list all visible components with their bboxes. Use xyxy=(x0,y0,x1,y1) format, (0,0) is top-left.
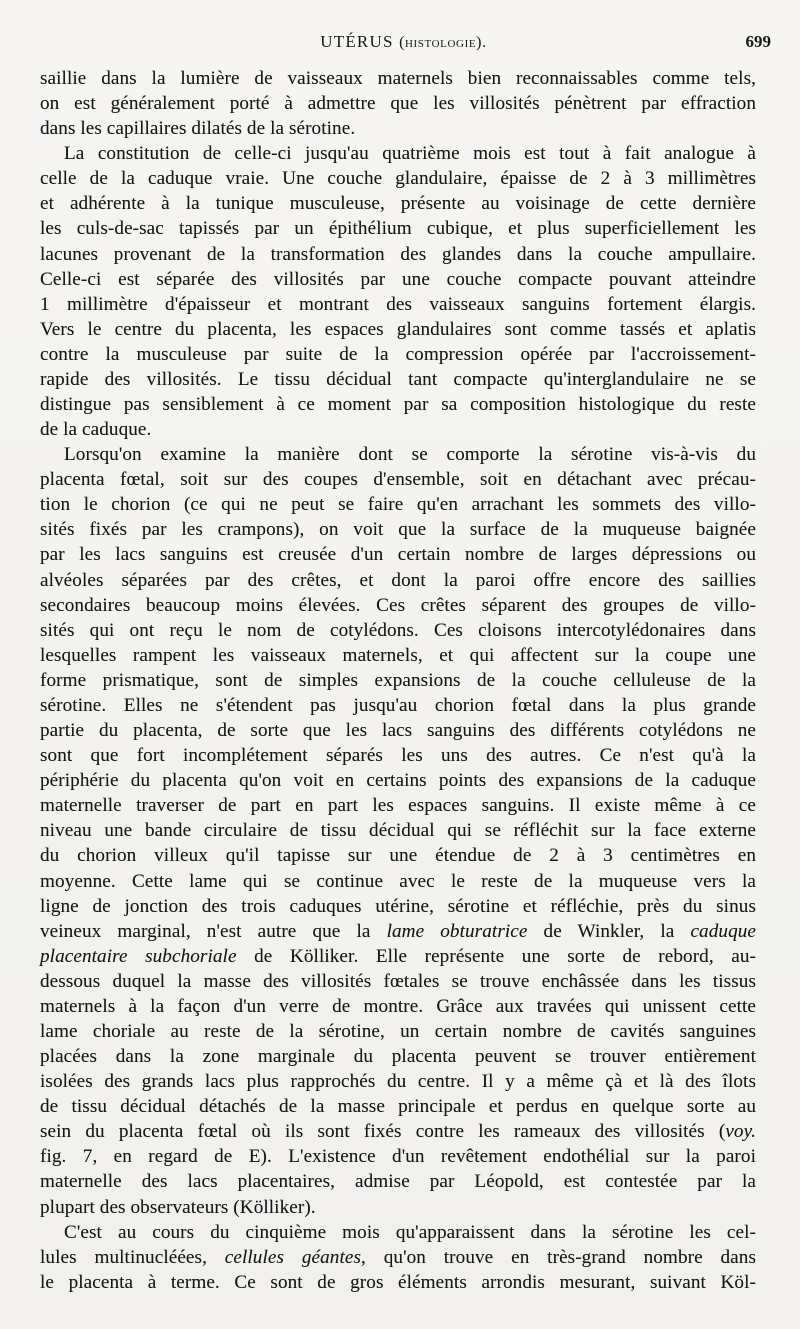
text-line: 1 millimètre d'épaisseur et montrant des vaisseaux sanguins fortement élargis. xyxy=(40,293,756,315)
text-line: moyenne. Cette lame qui se continue avec le reste de la muqueuse vers la xyxy=(40,870,756,892)
text-line: La constitution de celle-ci jusqu'au quatrième mois est tout à fait analogue à xyxy=(64,143,756,165)
text-line: le placenta à terme. Ce sont de gros éléments arrondis mesurant, suivant Köl- xyxy=(40,1271,756,1293)
text-line: Vers le centre du placenta, les espaces glandulaires sont comme tassés et aplatis xyxy=(40,318,756,340)
page-header xyxy=(36,32,771,60)
text-line: lesquelles rampent les vaisseaux maternels, et qui affectent sur la coupe une xyxy=(40,644,756,666)
text-line: distingue pas sensiblement à ce moment par sa composition histologique du reste xyxy=(40,394,756,416)
text-line: maternelle traverser de part en part les espaces sanguins. Il existe même à ce xyxy=(40,795,756,817)
text-line: plupart des observateurs (Kölliker). xyxy=(40,1196,316,1218)
text-line: périphérie du placenta qu'on voit en certains points des expansions de la caduque xyxy=(40,770,756,792)
text-line: dessous duquel la masse des villosités fœtales se trouve enchâssée dans les tissus xyxy=(40,970,756,992)
text-line: contre la musculeuse par suite de la compression opérée par l'accroissement- xyxy=(40,343,756,365)
running-title-main: UTÉRUS xyxy=(320,32,394,51)
text-line: sein du placenta fœtal où ils sont fixés contre les rameaux des villosités (voy. xyxy=(40,1121,756,1143)
text-line: sont que fort incomplétement séparés les uns des autres. Ce n'est qu'à la xyxy=(40,745,756,767)
text-line: placentaire subchoriale de Kölliker. Elle représente une sorte de rebord, au- xyxy=(40,945,757,967)
text-line: sérotine. Elles ne s'étendent pas jusqu'au chorion fœtal dans la plus grande xyxy=(40,694,756,716)
italic-term: lame obturatrice xyxy=(386,920,528,942)
text-line: forme prismatique, sont de simples expansions de la couche celluleuse de la xyxy=(40,669,756,691)
text-line: Celle-ci est séparée des villosités par une couche compacte pouvant atteindre xyxy=(40,268,756,290)
text-line: C'est au cours du cinquième mois qu'apparaissent dans la sérotine les cel- xyxy=(64,1221,756,1243)
text-line: placées dans la zone marginale du placenta peuvent se trouver entièrement xyxy=(40,1046,756,1068)
text-line: fig. 7, en regard de E). L'existence d'un revêtement endothélial sur la paroi xyxy=(40,1146,756,1168)
text-line: placenta fœtal, soit sur des coupes d'ensemble, soit en détachant avec précau- xyxy=(40,469,756,491)
text-line: de la caduque. xyxy=(40,419,152,441)
italic-term: placentaire subchoriale xyxy=(40,945,237,967)
text-line: lacunes provenant de la transformation des glandes dans la couche ampullaire. xyxy=(40,243,756,265)
text-line: tion le chorion (ce qui ne peut se faire qu'en arrachant les sommets des villo- xyxy=(40,494,756,516)
text-line: sités qui ont reçu le nom de cotylédons. Ces cloisons intercotylédonaires dans xyxy=(40,619,756,641)
paragraph-1 xyxy=(40,66,756,141)
page-number: 699 xyxy=(745,32,771,51)
text-line: les culs-de-sac tapissés par un épithélium cubique, et plus superficiellement les xyxy=(40,218,756,240)
text-line: dans les capillaires dilatés de la sérotine. xyxy=(40,118,356,140)
running-title xyxy=(36,32,771,52)
text-line: rapide des villosités. Le tissu décidual tant compacte qu'interglandulaire ne se xyxy=(40,368,756,390)
paragraph-3 xyxy=(40,442,756,1219)
paragraph-4 xyxy=(40,1220,756,1295)
text-line: alvéoles séparées par des crêtes, et dont la paroi offre encore des saillies xyxy=(40,569,756,591)
text-line: veineux marginal, n'est autre que la lame obturatrice de Winkler, la caduque xyxy=(40,920,757,942)
text-line: lules multinucléées, cellules géantes, qu'on trouve en très-grand nombre dans xyxy=(40,1246,756,1268)
text-line: par les lacs sanguins est creusée d'un certain nombre de larges dépressions ou xyxy=(40,544,756,566)
text-line: secondaires beaucoup moins élevées. Ces crêtes séparent des groupes de villo- xyxy=(40,594,756,616)
running-title-subtitle: (histologie). xyxy=(399,34,487,51)
paragraph-2 xyxy=(40,141,756,442)
text-line: celle de la caduque vraie. Une couche glandulaire, épaisse de 2 à 3 millimètres xyxy=(40,168,756,190)
text-line: lame choriale au reste de la sérotine, un certain nombre de cavités sanguines xyxy=(40,1020,756,1042)
italic-term: caduque xyxy=(690,920,757,942)
text-line: maternels à la façon d'un verre de montre. Grâce aux travées qui unissent cette xyxy=(40,995,756,1017)
text-line: du chorion villeux qu'il tapisse sur une étendue de 2 à 3 centimètres en xyxy=(40,845,756,867)
text-line: isolées des grands lacs plus rapprochés du centre. Il y a même çà et là des îlots xyxy=(40,1071,756,1093)
text-line: Lorsqu'on examine la manière dont se comporte la sérotine vis-à-vis du xyxy=(64,444,756,466)
text-line: et adhérente à la tunique musculeuse, présente au voisinage de cette dernière xyxy=(40,193,756,215)
text-line: sités fixés par les crampons), on voit que la surface de la muqueuse baignée xyxy=(40,519,756,541)
italic-term: voy. xyxy=(725,1121,756,1143)
text-line: niveau une bande circulaire de tissu décidual qui se réfléchit sur la face externe xyxy=(40,820,756,842)
text-line: ligne de jonction des trois caduques utérine, sérotine et réfléchie, près du sinus xyxy=(40,895,756,917)
text-line: saillie dans la lumière de vaisseaux maternels bien reconnaissables comme tels, xyxy=(40,68,756,89)
italic-term: cellules géantes xyxy=(224,1246,362,1268)
body-text xyxy=(40,66,756,1295)
text-line: de tissu décidual détachés de la masse principale et perdus en quelque sorte au xyxy=(40,1096,756,1118)
text-line: on est généralement porté à admettre que les villosités pénètrent par effraction xyxy=(40,93,756,115)
text-line: partie du placenta, de sorte que les lacs sanguins des différents cotylédons ne xyxy=(40,720,756,742)
text-line: maternelle des lacs placentaires, admise par Léopold, est contestée par la xyxy=(40,1171,756,1193)
